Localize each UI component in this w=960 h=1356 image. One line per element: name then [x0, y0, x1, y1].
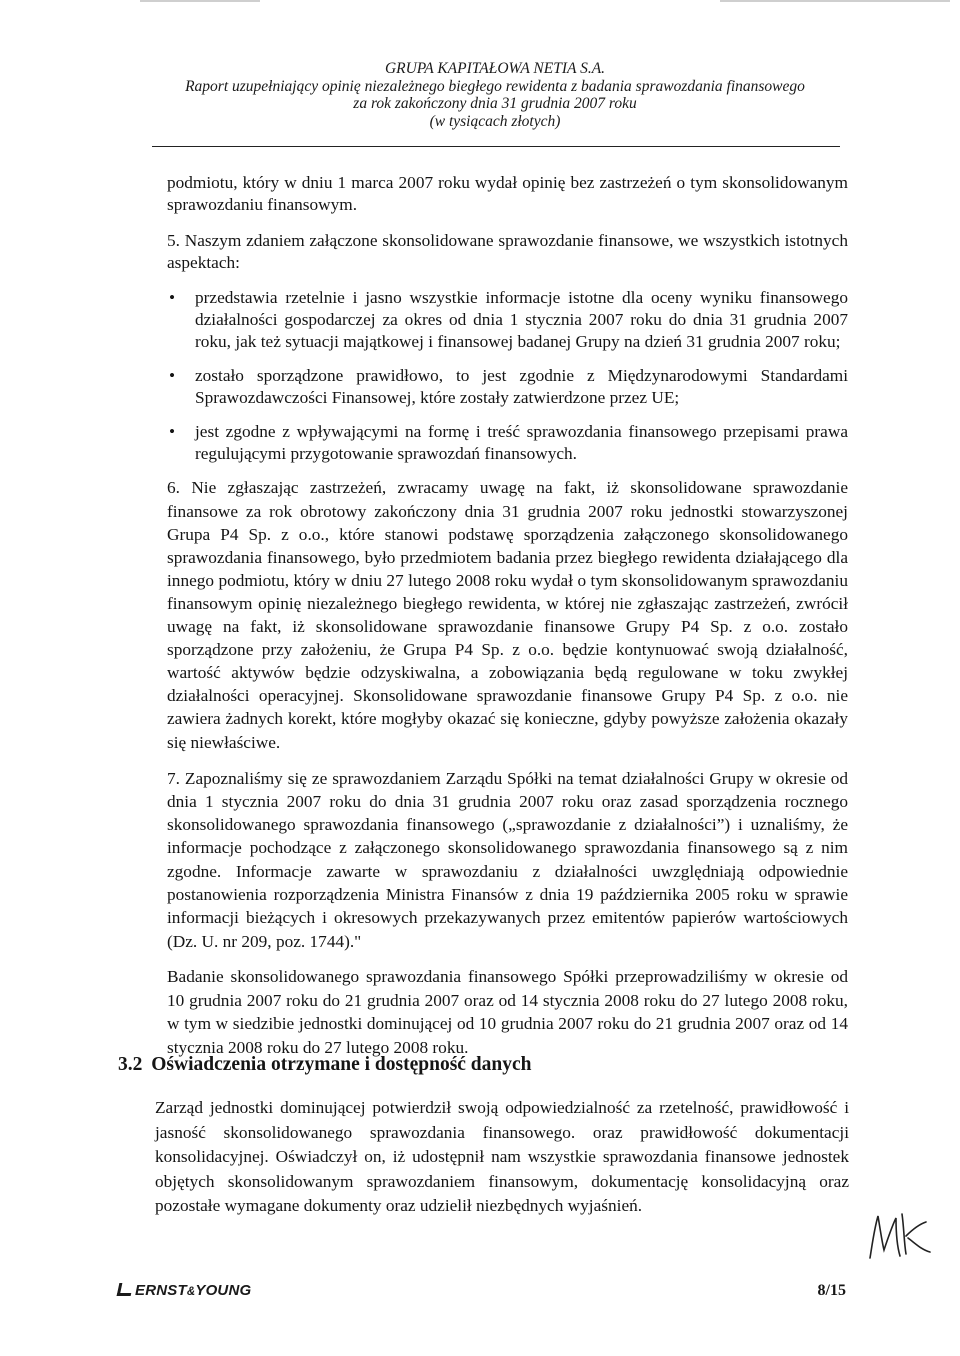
- section-number: 3.2: [118, 1054, 143, 1075]
- continuation-paragraph: podmiotu, który w dniu 1 marca 2007 roku wydał opinię bez zastrzeżeń o tym skonsolidowanym sprawozdaniu finansowym.: [167, 173, 848, 215]
- item-5-text: Naszym zdaniem załączone skonsolidowane sprawozdanie finansowe, we wszystkich istotnych aspektach:: [167, 230, 848, 273]
- item-7: [167, 767, 848, 953]
- audit-period-paragraph: Badanie skonsolidowanego sprawozdania finansowego Spółki przeprowadziliśmy w okresie od 10 grudnia 2007 roku do 21 grudnia 2007 oraz od 14 stycznia 2008 roku do 27 lutego 2008 roku, w tym w siedzibie jednostki dominującej od 10 grudnia 2007 roku do 21 grudnia 2007 oraz od 14 stycznia 2008 roku do 27 lutego 2008 roku.: [167, 966, 848, 1057]
- bullet-text: zostało sporządzone prawidłowo, to jest zgodnie z Międzynarodowymi Standardami Sprawozdawczości Finansowej, które zostały zatwierdzone przez UE;: [195, 365, 848, 408]
- header-units: (w tysiącach złotych): [429, 112, 561, 130]
- statement-paragraph: Zarząd jednostki dominującej potwierdził swoją odpowiedzialność za rzetelność, prawidłowość i jasność skonsolidowanego sprawozdania finansowego. oraz prawidłowość dokumentacji konsolidacyjnej. Oświadczył on, iż udostępnił nam wszystkie sprawozdania finansowe jednostek objętych skonsolidowanym sprawozdaniem finansowym, dokumentację konsolidacyjną oraz pozostałe wymagane dokumenty oraz udzielił niezbędnych wyjaśnień.: [155, 1098, 849, 1216]
- logo-ampersand: &: [186, 1286, 196, 1298]
- item-6-number: 6.: [167, 478, 180, 498]
- section-heading: [118, 1054, 532, 1076]
- section-body: [155, 1096, 849, 1219]
- header-report-title: Raport uzupełniający opinię niezależnego biegłego rewidenta z badania sprawozdania finansowego: [185, 77, 805, 95]
- bullet-icon: •: [169, 421, 176, 441]
- bullet-text: jest zgodne z wpływającymi na formę i treść sprawozdania finansowego przepisami prawa regulującymi przygotowanie sprawozdań finansowych.: [195, 421, 848, 464]
- item-7-number: 7.: [167, 768, 180, 788]
- section-title: Oświadczenia otrzymane i dostępność danych: [151, 1054, 532, 1075]
- scan-artifact: [140, 0, 260, 2]
- page-header: [150, 60, 840, 130]
- body-text: [167, 172, 848, 1059]
- item-6-text: Nie zgłaszając zastrzeżeń, zwracamy uwagę na fakt, iż skonsolidowane sprawozdanie finansowe za rok obrotowy zakończony dnia 31 grudnia 2007 roku jednostki stowarzyszonej Grupa P4 Sp. z o.o., które stanowi podstawę sporządzenia załączonego skonsolidowanego sprawozdania finansowego, było przedmiotem badania przez biegłego rewidenta działającego dla innego podmiotu, który w dniu 27 lutego 2008 roku wydał o tym skonsolidowanym sprawozdaniu finansowym opinię niezależnego biegłego rewidenta, w której nie zgłaszając zastrzeżeń, zwrócił uwagę na fakt, iż skonsolidowane sprawozdanie finansowe Grupy P4 Sp. z o.o. zostało sporządzone przy założeniu, że Grupa P4 Sp. z o.o. będzie kontynuować swoją działalność, wartość aktywów będzie odzyskiwalna, a zobowiązania będą regulowane w toku zwykłej działalności operacyjnej. Skonsolidowane sprawozdanie finansowe Grupy P4 Sp. z o.o. nie zawiera żadnych korekt, które mogłyby okazać się konieczne, gdyby powyższe założenia okazały się niewłaściwe.: [167, 478, 848, 752]
- bullet-icon: •: [169, 287, 176, 307]
- page-number: 8/15: [817, 1282, 846, 1299]
- logo-text-ernst: ERNST: [135, 1282, 187, 1299]
- item-7-text: Zapoznaliśmy się ze sprawozdaniem Zarządu Spółki na temat działalności Grupy w okresie od dnia 1 stycznia 2007 roku do dnia 31 grudnia 2007 roku oraz zasad sporządzenia rocznego skonsolidowanego sprawozdania finansowego („sprawozdanie z działalności”) i uznaliśmy, że informacje pochodzące z załączonego skonsolidowanego sprawozdania finansowego są z nim zgodne. Informacje zawarte w sprawozdaniu z działalności uwzględniają odpowiednie postanowienia rozporządzenia Ministra Finansów z dnia 19 października 2005 roku w sprawie informacji bieżących i okresowych przekazywanych przez emitentów papierów wartościowych (Dz. U. nr 209, poz. 1744).": [167, 768, 848, 951]
- ernst-young-logo: [118, 1282, 251, 1299]
- header-period: za rok zakończony dnia 31 grudnia 2007 roku: [353, 95, 637, 112]
- item-5: [167, 230, 848, 275]
- item-5-number: 5.: [167, 230, 180, 250]
- bullet-item: [167, 365, 848, 410]
- header-company: GRUPA KAPITAŁOWA NETIA S.A.: [384, 60, 606, 77]
- bullet-item: [167, 421, 848, 466]
- bullet-item: [167, 287, 848, 354]
- bullet-icon: •: [169, 365, 176, 385]
- handwritten-initials-signature: [862, 1208, 934, 1266]
- logo-text-young: YOUNG: [195, 1282, 252, 1299]
- bullet-text: przedstawia rzetelnie i jasno wszystkie informacje istotne dla oceny wyniku finansowego działalności gospodarczej za okres od dnia 1 stycznia 2007 roku do dnia 31 grudnia 2007 roku, jak też sytuacji majątkowej i finansowej badanej Grupy na dzień 31 grudnia 2007 roku;: [195, 287, 848, 352]
- ey-logo-icon: [117, 1283, 134, 1296]
- item-6: [167, 476, 848, 753]
- scan-artifact: [720, 0, 950, 2]
- header-rule: [152, 146, 840, 147]
